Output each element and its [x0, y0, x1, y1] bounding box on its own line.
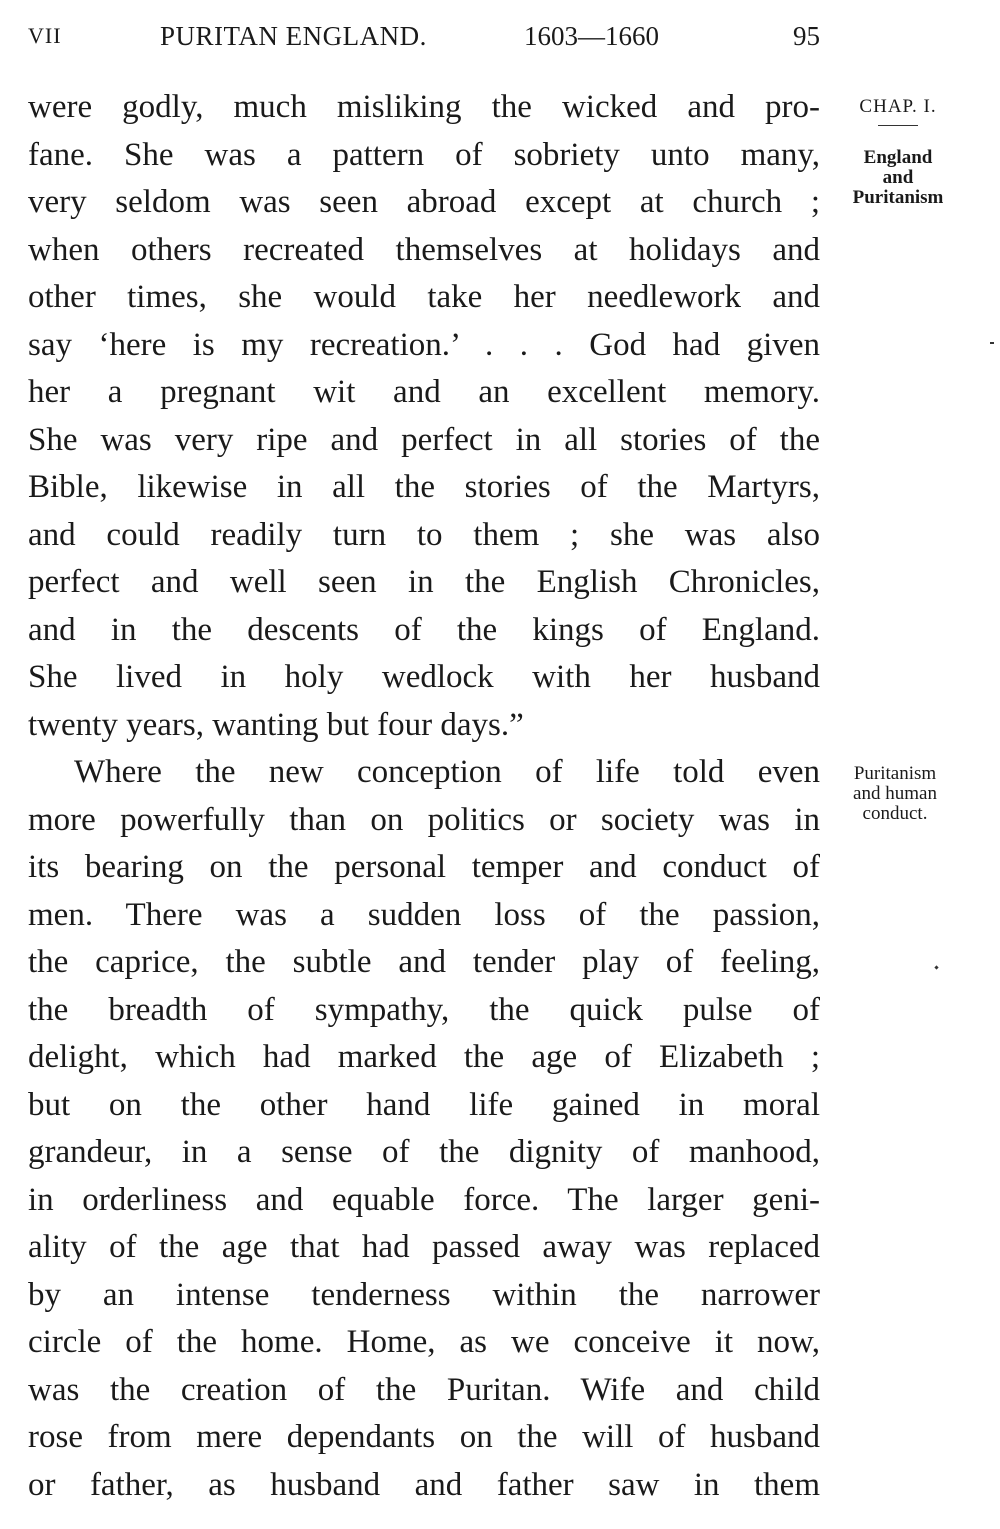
sidenote-line: England	[863, 147, 933, 168]
sidenote-line: Puritanism	[852, 187, 944, 208]
body-text	[28, 84, 820, 1509]
text-line: or father, as husband and father saw in them	[28, 1466, 820, 1503]
sidenote-puritanism-and-human-conduct	[820, 764, 970, 824]
text-line: ality of the age that had passed away was replaced	[28, 1229, 820, 1265]
text-line: the caprice, the subtle and tender play of feeling,	[28, 944, 820, 980]
text-line: other times, she would take her needlework and	[28, 279, 820, 315]
text-line: circle of the home. Home, as we conceive it now,	[28, 1324, 820, 1360]
text-line: delight, which had marked the age of Elizabeth ;	[28, 1039, 820, 1075]
sidenote-line: CHAP. I.	[859, 96, 937, 117]
text-line: perfect and well seen in the English Chronicles,	[28, 564, 820, 600]
text-line: say ‘here is my recreation.’ . . . God had given	[28, 326, 820, 363]
sidenote-chapter	[823, 96, 973, 126]
text-line: very seldom was seen abroad except at church ;	[28, 184, 820, 220]
text-line: She was very ripe and perfect in all stories of the	[28, 421, 820, 458]
text-line: in orderliness and equable force. The larger geni-	[28, 1181, 820, 1218]
sidenote-line: conduct.	[862, 803, 928, 824]
running-title: PURITAN ENGLAND.	[160, 21, 427, 51]
text-line: her a pregnant wit and an excellent memory.	[28, 374, 820, 410]
page-number: 95	[793, 21, 820, 51]
text-line: were godly, much misliking the wicked and pro-	[28, 89, 820, 125]
text-line: was the creation of the Puritan. Wife and child	[28, 1371, 820, 1408]
sidenote-line: and human	[853, 783, 937, 804]
print-speck	[934, 965, 938, 969]
text-line: more powerfully than on politics or society was in	[28, 801, 820, 838]
sidenote-england-and-puritanism	[823, 148, 973, 208]
text-line: She lived in holy wedlock with her husband	[28, 659, 820, 695]
sidenote-rule	[878, 125, 918, 126]
text-line: its bearing on the personal temper and conduct of	[28, 849, 820, 885]
print-speck	[990, 342, 994, 344]
text-line: Bible, likewise in all the stories of the Martyrs,	[28, 469, 820, 505]
sidenote-line: Puritanism	[853, 763, 937, 784]
sidenote-line: and	[882, 167, 914, 188]
text-line: by an intense tenderness within the narrower	[28, 1276, 820, 1313]
text-line: fane. She was a pattern of sobriety unto many,	[28, 136, 820, 173]
text-line: and could readily turn to them ; she was also	[28, 516, 820, 553]
paragraph-start-line: Where the new conception of life told even	[74, 754, 820, 790]
text-line: and in the descents of the kings of England.	[28, 611, 820, 648]
period-dates: 1603—1660	[524, 21, 659, 51]
text-line: men. There was a sudden loss of the passion,	[28, 896, 820, 933]
running-header	[28, 16, 820, 56]
text-line: the breadth of sympathy, the quick pulse of	[28, 991, 820, 1028]
text-line: grandeur, in a sense of the dignity of manhood,	[28, 1134, 820, 1170]
chapter-number: VII	[28, 23, 62, 48]
text-line: twenty years, wanting but four days.”	[28, 706, 524, 743]
text-line: but on the other hand life gained in moral	[28, 1086, 820, 1123]
text-line: rose from mere dependants on the will of husband	[28, 1419, 820, 1455]
text-line: when others recreated themselves at holidays and	[28, 231, 820, 268]
